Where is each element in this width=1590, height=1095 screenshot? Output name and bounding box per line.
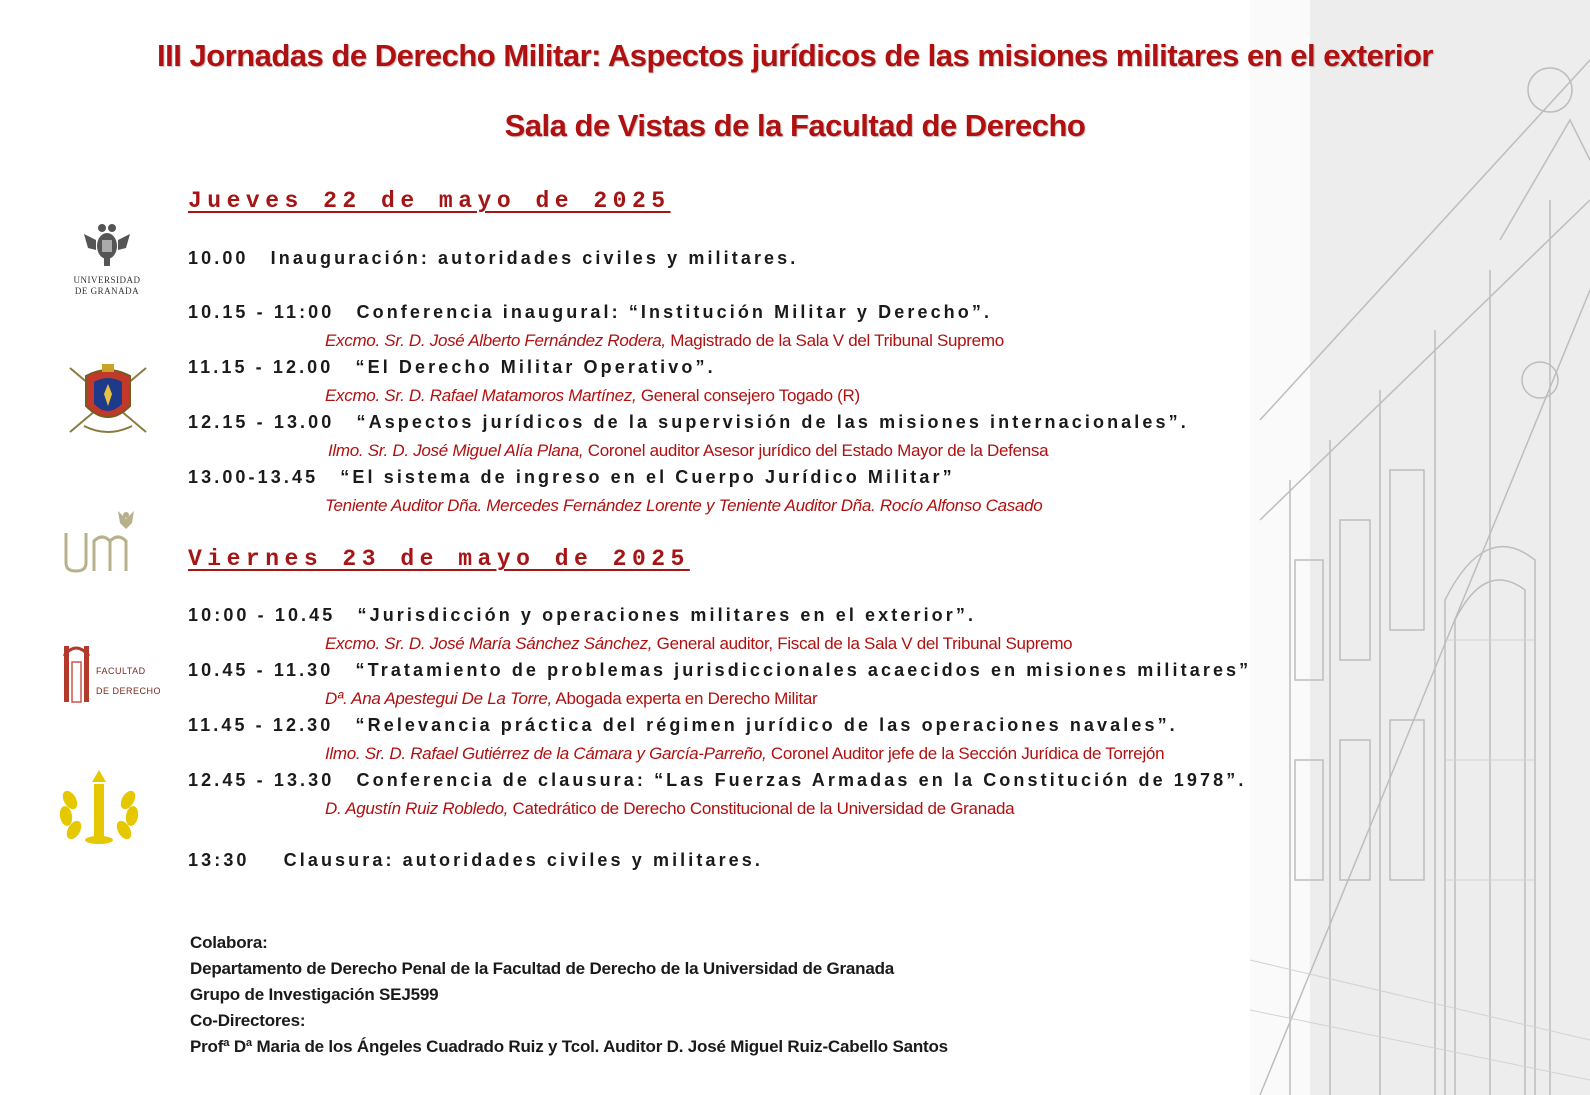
speaker-line	[325, 331, 1004, 351]
speaker-name: Teniente Auditor Dña. Mercedes Fernández Lorente y Teniente Auditor Dña. Rocío Alfonso Casado	[325, 496, 1043, 515]
item-time: 10.45 - 11.30	[188, 660, 334, 680]
item-title: Inauguración: autoridades civiles y militares.	[270, 248, 799, 268]
item-time: 11.45 - 12.30	[188, 715, 334, 735]
item-title: “Relevancia práctica del régimen jurídico de las operaciones navales”.	[355, 715, 1178, 735]
item-time: 10:00 - 10.45	[188, 605, 336, 625]
speaker-role: General auditor, Fiscal de la Sala V del Tribunal Supremo	[652, 634, 1073, 653]
speaker-line	[325, 799, 1014, 819]
laurel-emblem	[56, 770, 142, 851]
speaker-role: Magistrado de la Sala V del Tribunal Supremo	[665, 331, 1004, 350]
speaker-line	[328, 441, 1048, 461]
program-item	[188, 412, 1189, 433]
event-title: III Jornadas de Derecho Militar: Aspectos jurídicos de las misiones militares en el exterior	[157, 38, 1433, 73]
universidad-granada-logo	[52, 220, 162, 297]
day1-heading: Jueves 22 de mayo de 2025	[188, 188, 671, 214]
speaker-name: Dª. Ana Apestegui De La Torre,	[325, 689, 552, 708]
speaker-name: Excmo. Sr. D. Rafael Matamoros Martínez,	[325, 386, 637, 405]
speaker-name: Excmo. Sr. D. José Alberto Fernández Rodera,	[325, 331, 666, 350]
item-title: “El Derecho Militar Operativo”.	[355, 357, 716, 377]
footer-codirectors: Profª Dª Maria de los Ángeles Cuadrado Ruiz y Tcol. Auditor D. José Miguel Ruiz-Cabello Santos	[190, 1037, 948, 1056]
facultad-logo-line2: DE DERECHO	[96, 686, 162, 696]
footer-credits	[190, 930, 948, 1060]
program-item	[188, 660, 1251, 681]
item-time: 13.00-13.45	[188, 467, 319, 487]
speaker-line	[325, 689, 817, 709]
military-shield-icon	[66, 362, 150, 438]
item-title: Conferencia inaugural: “Institución Militar y Derecho”.	[356, 302, 993, 322]
program-item	[188, 357, 716, 378]
um-logo	[60, 505, 140, 580]
program-item	[188, 770, 1246, 791]
program-item	[188, 850, 763, 871]
facultad-logo-line1: FACULTAD	[96, 666, 146, 676]
speaker-name: Excmo. Sr. D. José María Sánchez Sánchez,	[325, 634, 653, 653]
item-time: 12.45 - 13.30	[188, 770, 335, 790]
speaker-name: D. Agustín Ruiz Robledo,	[325, 799, 509, 818]
ugr-eagle-icon	[52, 220, 162, 270]
ugr-logo-line1: UNIVERSIDAD	[73, 275, 141, 285]
background-building-illustration	[1250, 0, 1590, 1095]
speaker-role: Abogada experta en Derecho Militar	[551, 689, 818, 708]
facultad-arch-icon	[60, 640, 94, 704]
item-time: 11.15 - 12.00	[188, 357, 334, 377]
um-eagle-icon	[60, 505, 140, 575]
speaker-role: General consejero Togado (R)	[636, 386, 860, 405]
item-title: Conferencia de clausura: “Las Fuerzas Armadas en la Constitución de 1978”.	[356, 770, 1247, 790]
speaker-line	[325, 496, 1042, 516]
item-time: 10.00	[188, 248, 249, 268]
item-time: 10.15 - 11:00	[188, 302, 335, 322]
speaker-name: Ilmo. Sr. D. José Miguel Alía Plana,	[328, 441, 584, 460]
item-title: Clausura: autoridades civiles y militares.	[283, 850, 764, 870]
speaker-line	[325, 634, 1072, 654]
item-title: “Tratamiento de problemas jurisdiccionales acaecidos en misiones militares”	[355, 660, 1252, 680]
program-item	[188, 467, 955, 488]
program-item	[188, 715, 1178, 736]
footer-colabora-label: Colabora:	[190, 933, 268, 952]
item-title: “Jurisdicción y operaciones militares en el exterior”.	[357, 605, 977, 625]
footer-research-group: Grupo de Investigación SEJ599	[190, 985, 439, 1004]
item-title: “Aspectos jurídicos de la supervisión de las misiones internacionales”.	[356, 412, 1189, 432]
item-title: “El sistema de ingreso en el Cuerpo Jurídico Militar”	[340, 467, 955, 487]
speaker-role: Catedrático de Derecho Constitucional de la Universidad de Granada	[508, 799, 1015, 818]
footer-codirectors-label: Co-Directores:	[190, 1011, 306, 1030]
item-time: 12.15 - 13.00	[188, 412, 335, 432]
speaker-role: Coronel auditor Asesor jurídico del Estado Mayor de la Defensa	[583, 441, 1049, 460]
cuerpo-juridico-militar-emblem	[66, 362, 150, 443]
program-item	[188, 605, 976, 626]
ugr-logo-line2: DE GRANADA	[74, 286, 140, 296]
speaker-line	[325, 386, 860, 406]
day2-heading: Viernes 23 de mayo de 2025	[188, 546, 690, 572]
footer-department: Departamento de Derecho Penal de la Facultad de Derecho de la Universidad de Granada	[190, 959, 895, 978]
program-item	[188, 302, 992, 323]
laurel-wreath-icon	[56, 770, 142, 846]
event-venue: Sala de Vistas de la Facultad de Derecho	[504, 108, 1086, 143]
speaker-role: Coronel Auditor jefe de la Sección Jurídica de Torrejón	[766, 744, 1165, 763]
speaker-name: Ilmo. Sr. D. Rafael Gutiérrez de la Cámara y García-Parreño,	[325, 744, 767, 763]
item-time: 13:30	[188, 850, 250, 870]
program-item	[188, 248, 798, 269]
speaker-line	[325, 744, 1164, 764]
